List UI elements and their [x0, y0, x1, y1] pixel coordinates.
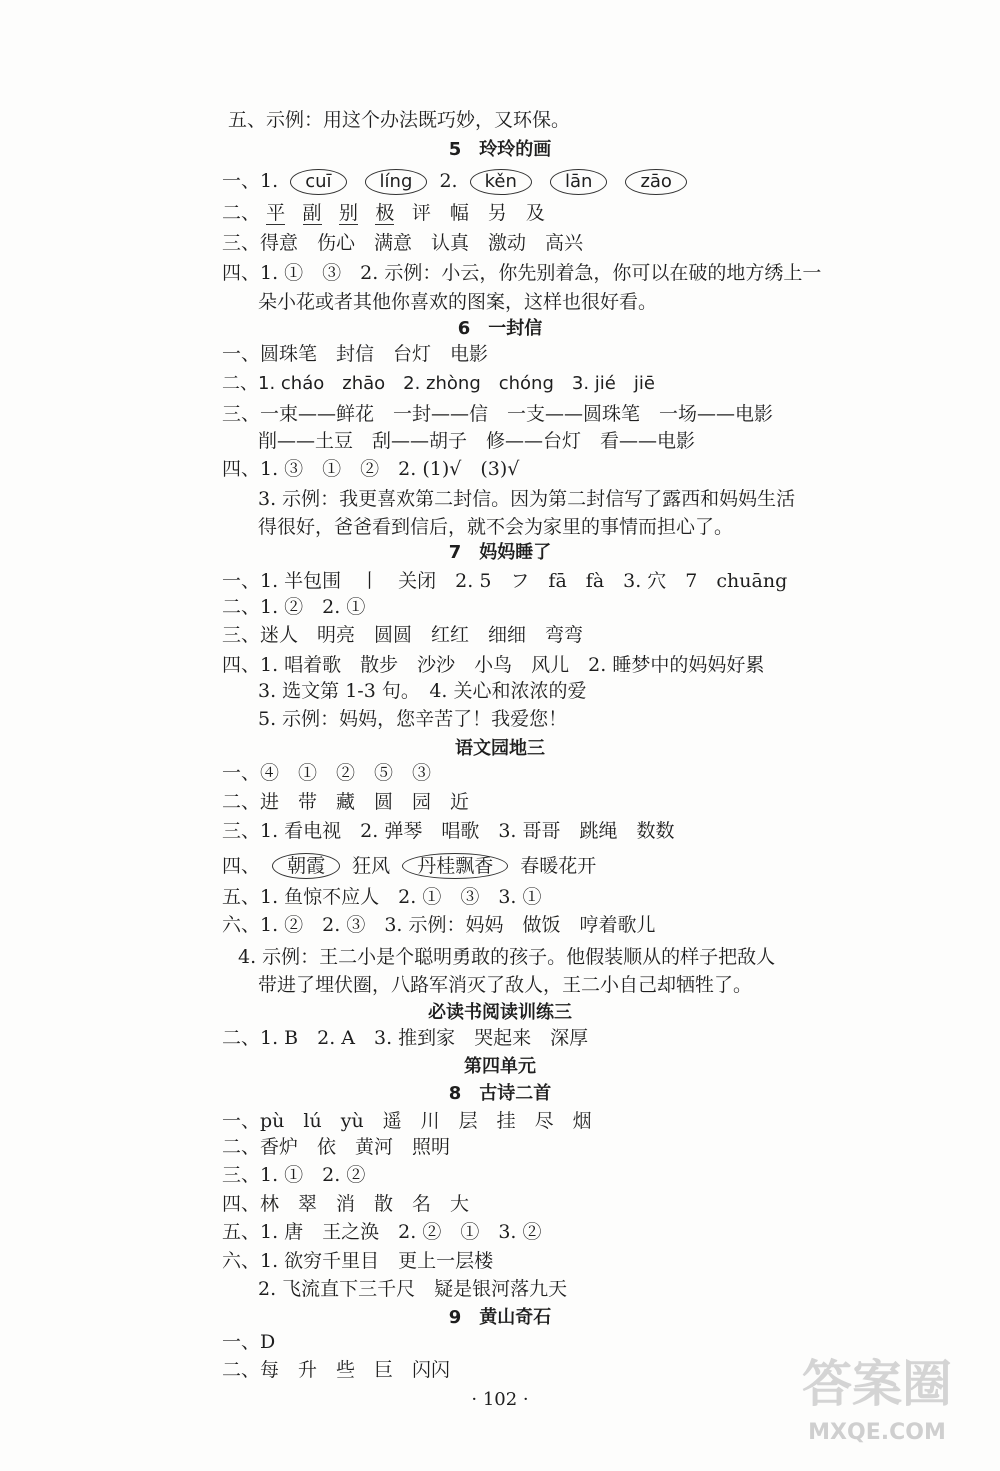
underlined-char: 平 [266, 202, 286, 224]
answer-line: 四、1. ③ ① ② 2. (1)√ (3)√ [222, 458, 520, 480]
answer-line: 三、1. ① 2. ② [222, 1164, 366, 1186]
answer-line: 三、1. 看电视 2. 弹琴 唱歌 3. 哥哥 跳绳 数数 [222, 820, 675, 842]
answer-line [222, 168, 693, 195]
answer-line: 一、pù lú yù 遥 川 层 挂 尽 烟 [222, 1110, 592, 1132]
answer-line: 二、1. cháo zhāo 2. zhòng chóng 3. jié jiē [222, 373, 655, 394]
line-prefix: 一、1. [222, 170, 279, 192]
circled-pinyin: lān [550, 169, 607, 195]
answer-line: 一、1. 半包围 丨 关闭 2. 5 フ fā fà 3. 穴 7 chuāng [222, 570, 788, 592]
answer-line: 3. 选文第 1-3 句。 4. 关心和浓浓的爱 [258, 680, 587, 702]
answer-line: 5. 示例：妈妈，您辛苦了！我爱您！ [258, 708, 568, 730]
circled-pinyin: zāo [625, 169, 687, 195]
answer-line: 二、1. B 2. A 3. 推到家 哭起来 深厚 [222, 1027, 589, 1049]
answer-line: 二、每 升 些 巨 闪闪 [222, 1359, 451, 1381]
answer-line: 四、1. ① ③ 2. 示例：小云，你先别着急，你可以在破的地方绣上一 [222, 262, 822, 284]
answer-line: 2. 飞流直下三千尺 疑是银河落九天 [258, 1278, 568, 1300]
answer-line: 六、1. ② 2. ③ 3. 示例：妈妈 做饭 哼着歌儿 [222, 914, 656, 936]
answer-line: 4. 示例：王二小是个聪明勇敢的孩子。他假装顺从的样子把敌人 [238, 946, 776, 968]
answer-line: 二、香炉 依 黄河 照明 [222, 1136, 451, 1158]
answer-line: 得很好，爸爸看到信后，就不会为家里的事情而担心了。 [258, 516, 734, 538]
unit-title: 第四单元 [464, 1056, 536, 1077]
answer-line: 削——土豆 刮——胡子 修——台灯 看——电影 [258, 430, 696, 452]
section-title: 6 一封信 [457, 318, 543, 339]
line-text: 狂风 [352, 855, 391, 877]
watermark-text: 答案圈 [802, 1355, 952, 1413]
watermark-logo [772, 1341, 982, 1451]
circled-word: 朝霞 [272, 853, 340, 879]
answer-line: 三、迷人 明亮 圆圆 红红 细细 弯弯 [222, 624, 584, 646]
section-title: 必读书阅读训练三 [428, 1002, 572, 1023]
page-number: · 102 · [471, 1389, 529, 1410]
line-text: 春暖花开 [520, 855, 597, 877]
answer-line: 五、示例：用这个办法既巧妙，又环保。 [228, 109, 571, 131]
section-title: 语文园地三 [455, 738, 545, 759]
answer-line: 一、圆珠笔 封信 台灯 电影 [222, 343, 489, 365]
section-title: 7 妈妈睡了 [448, 542, 552, 563]
circled-pinyin: líng [365, 169, 428, 195]
section-title: 5 玲玲的画 [448, 139, 552, 160]
circled-pinyin: cuī [290, 169, 346, 195]
underlined-char: 别 [338, 202, 358, 224]
line-prefix: 四、 [222, 855, 261, 877]
answer-line: 朵小花或者其他你喜欢的图案，这样也很好看。 [258, 291, 658, 313]
answer-line: 三、得意 伤心 满意 认真 激动 高兴 [222, 232, 584, 254]
answer-line: 带进了埋伏圈，八路军消灭了敌人，王二小自己却牺牲了。 [258, 974, 753, 996]
watermark-url: MXQE.COM [808, 1420, 946, 1445]
answer-line: 五、1. 唐 王之涣 2. ② ① 3. ② [222, 1221, 542, 1243]
answer-line [222, 853, 596, 879]
line-text: 2. [439, 170, 458, 192]
answer-line: 四、1. 唱着歌 散步 沙沙 小鸟 风儿 2. 睡梦中的妈妈好累 [222, 654, 765, 676]
answer-line: 二、1. ② 2. ① [222, 596, 366, 618]
underlined-char: 副 [302, 202, 322, 224]
circled-pinyin: kěn [470, 169, 532, 195]
section-title: 9 黄山奇石 [448, 1307, 552, 1328]
circled-word: 丹桂飘香 [402, 853, 508, 879]
answer-line: 三、一束——鲜花 一封——信 一支——圆珠笔 一场——电影 [222, 403, 774, 425]
answer-line: 五、1. 鱼惊不应人 2. ① ③ 3. ① [222, 886, 542, 908]
line-prefix: 二、 [222, 202, 261, 224]
answer-line [222, 200, 545, 226]
line-text: 评 幅 另 及 [411, 202, 545, 224]
answer-line: 六、1. 欲穷千里目 更上一层楼 [222, 1250, 494, 1272]
section-title: 8 古诗二首 [448, 1083, 552, 1104]
answer-line: 二、进 带 藏 圆 园 近 [222, 791, 470, 813]
answer-line: 3. 示例：我更喜欢第二封信。因为第二封信写了露西和妈妈生活 [258, 488, 796, 510]
answer-line: 一、D [222, 1331, 276, 1353]
answer-line: 四、林 翠 消 散 名 大 [222, 1193, 470, 1215]
answer-line: 一、④ ① ② ⑤ ③ [222, 762, 432, 784]
underlined-char: 极 [375, 202, 395, 224]
